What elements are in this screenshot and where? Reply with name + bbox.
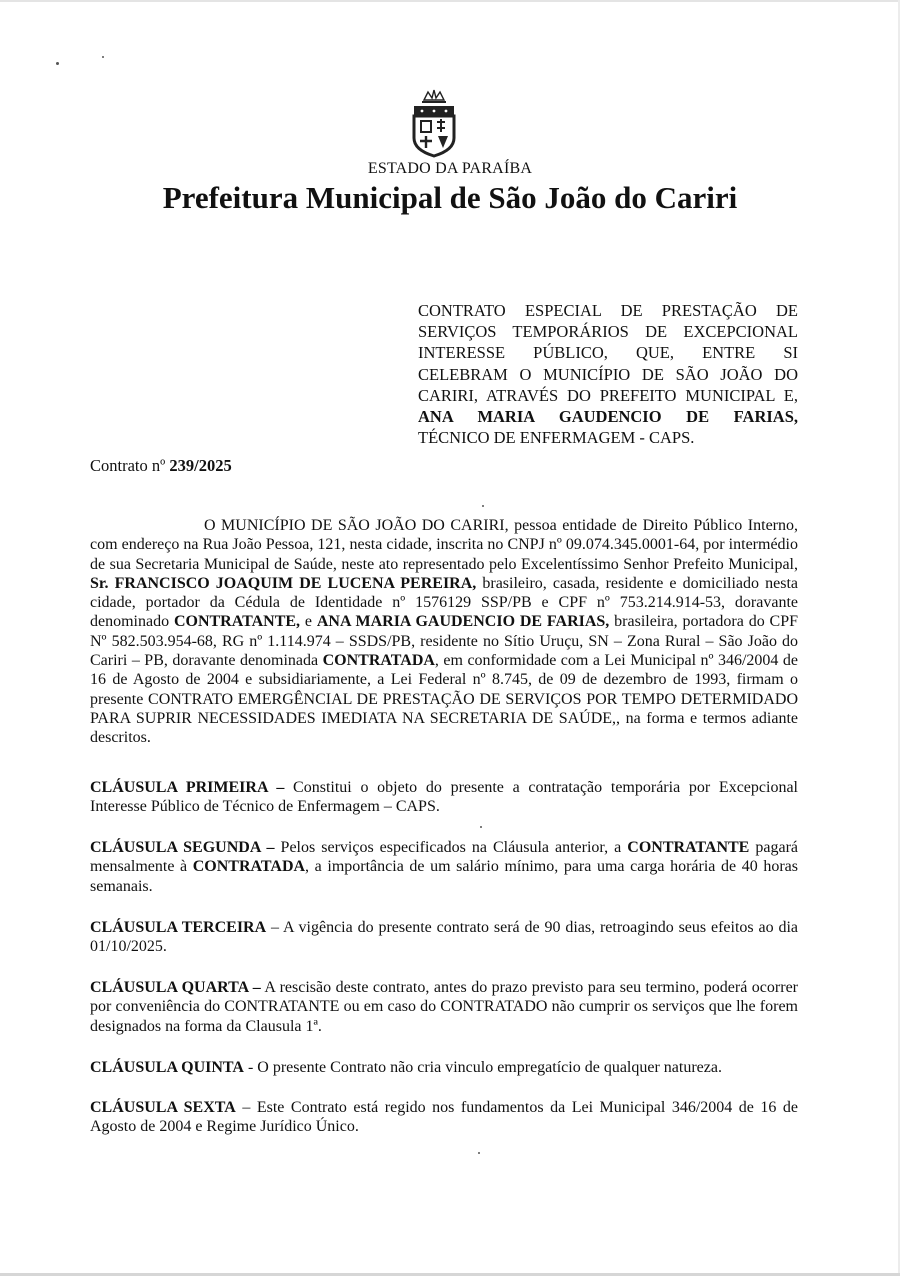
clause-text: Pelos serviços especificados na Cláusula anterior, a bbox=[274, 839, 628, 856]
intro-text: , em conformidade com a Lei Municipal nº 346/2004 de 16 de Agosto de 2004 e subsidiariamente, a Lei Federal nº 8.745, de 09 de dezembro de 1993, firmam o presente CONTRATO EMERGÊNCIAL DE PRESTAÇÃO DE SERVIÇOS POR TEMPO DETERMIDADO PARA SUPRIR NECESSIDADES IMEDIATA NA SECRETARIA DE SAÚDE,, na forma e termos adiante descritos. bbox=[90, 652, 798, 747]
scan-speck bbox=[480, 826, 482, 828]
intro-bold: CONTRATANTE, bbox=[173, 613, 301, 631]
clause-bold: CONTRATADA bbox=[192, 858, 306, 876]
state-name: ESTADO DA PARAÍBA bbox=[367, 160, 533, 177]
clause-title: CLÁUSULA TERCEIRA bbox=[90, 919, 267, 936]
scan-speck bbox=[102, 56, 104, 58]
scan-speck bbox=[482, 505, 484, 507]
clause-text: pagará mensalmente à bbox=[90, 839, 799, 876]
scan-speck bbox=[56, 62, 59, 65]
contract-heading bbox=[418, 300, 798, 448]
municipality-title: Prefeitura Municipal de São João do Cariri bbox=[162, 180, 738, 215]
contract-heading-line: TÉCNICO DE ENFERMAGEM - CAPS. bbox=[418, 428, 695, 448]
intro-bold: CONTRATADA bbox=[322, 652, 435, 670]
contract-heading-line: ANA MARIA GAUDENCIO DE FARIAS, bbox=[418, 407, 798, 427]
intro-bold: Sr. FRANCISCO JOAQUIM DE LUCENA PEREIRA, bbox=[90, 574, 477, 592]
contract-heading-line: INTERESSE PÚBLICO, QUE, ENTRE SI bbox=[418, 343, 798, 363]
intro-text: brasileiro, casada, residente e domiciliado nesta cidade, portador da Cédula de Identidade nº 1576129 SSP/PB e CPF nº 753.214.914-53, doravante denominado bbox=[90, 574, 798, 631]
clause-text: – A vigência do presente contrato será de 90 dias, retroagindo seus efeitos ao dia 01/10/2025. bbox=[90, 919, 798, 956]
intro-text: O MUNICÍPIO DE SÃO JOÃO DO CARIRI, pessoa entidade de Direito Público Interno, com endereço na Rua João Pessoa, 121, nesta cidade, inscrita no CNPJ nº 09.074.345.0001-64, por intermédio de sua Secretaria Municipal de Saúde, neste ato representado pelo Excelentíssimo Senhor Prefeito Municipal, bbox=[90, 517, 798, 573]
clause-title: CLÁUSULA PRIMEIRA – bbox=[90, 779, 285, 796]
clause-text: A rescisão deste contrato, antes do prazo previsto para seu termino, poderá ocorrer por conveniência do CONTRATANTE ou em caso do CONTRATADO não cumprir os serviços que lhe forem designados na forma da Clausula 1ª. bbox=[90, 979, 798, 1035]
clause-title: CLÁUSULA QUARTA – bbox=[90, 979, 261, 996]
clause-fourth bbox=[90, 978, 798, 1036]
contract-heading-line: SERVIÇOS TEMPORÁRIOS DE EXCEPCIONAL bbox=[418, 322, 798, 342]
clause-bold: CONTRATANTE bbox=[627, 839, 750, 856]
contract-number-value: 239/2025 bbox=[169, 456, 232, 475]
contract-heading-line: CELEBRAM O MUNICÍPIO DE SÃO JOÃO DO bbox=[418, 364, 798, 384]
clause-second bbox=[90, 838, 798, 896]
scan-speck bbox=[478, 1152, 480, 1154]
clause-title: CLÁUSULA SEXTA bbox=[90, 1099, 236, 1116]
clause-text: Constitui o objeto do presente a contratação temporária por Excepcional Interesse Público de Técnico de Enfermagem – CAPS. bbox=[90, 779, 798, 816]
contract-number bbox=[90, 456, 232, 476]
clause-third bbox=[90, 918, 798, 957]
contract-heading-line: CONTRATO ESPECIAL DE PRESTAÇÃO DE bbox=[418, 301, 798, 320]
intro-text: e bbox=[300, 613, 317, 631]
clause-text: – Este Contrato está regido nos fundamentos da Lei Municipal 346/2004 de 16 de Agosto de 2004 e Regime Jurídico Único. bbox=[90, 1099, 799, 1136]
intro-text: brasileira, portadora do CPF Nº 582.503.954-68, RG nº 1.114.974 – SSDS/PB, residente no Sítio Uruçu, SN – Zona Rural – São João do Cariri – PB, doravante denominada bbox=[90, 613, 799, 670]
contract-heading-line: CARIRI, ATRAVÉS DO PREFEITO MUNICIPAL E, bbox=[418, 385, 798, 405]
clause-title: CLÁUSULA QUINTA bbox=[90, 1059, 244, 1076]
clause-text: , a importância de um salário mínimo, para uma carga horária de 40 horas semanais. bbox=[90, 858, 798, 895]
intro-paragraph bbox=[90, 516, 798, 748]
clause-text: - O presente Contrato não cria vinculo empregatício de qualquer natureza. bbox=[243, 1059, 722, 1076]
scan-edge-top bbox=[0, 0, 900, 2]
municipal-coat-of-arms-icon bbox=[410, 86, 458, 158]
contract-number-label: Contrato nº bbox=[90, 456, 170, 475]
clause-sixth bbox=[90, 1098, 798, 1137]
clause-title: CLÁUSULA SEGUNDA – bbox=[90, 839, 275, 856]
clause-fifth bbox=[90, 1058, 798, 1077]
intro-bold: ANA MARIA GAUDENCIO DE FARIAS, bbox=[316, 613, 610, 631]
clause-first bbox=[90, 778, 798, 817]
